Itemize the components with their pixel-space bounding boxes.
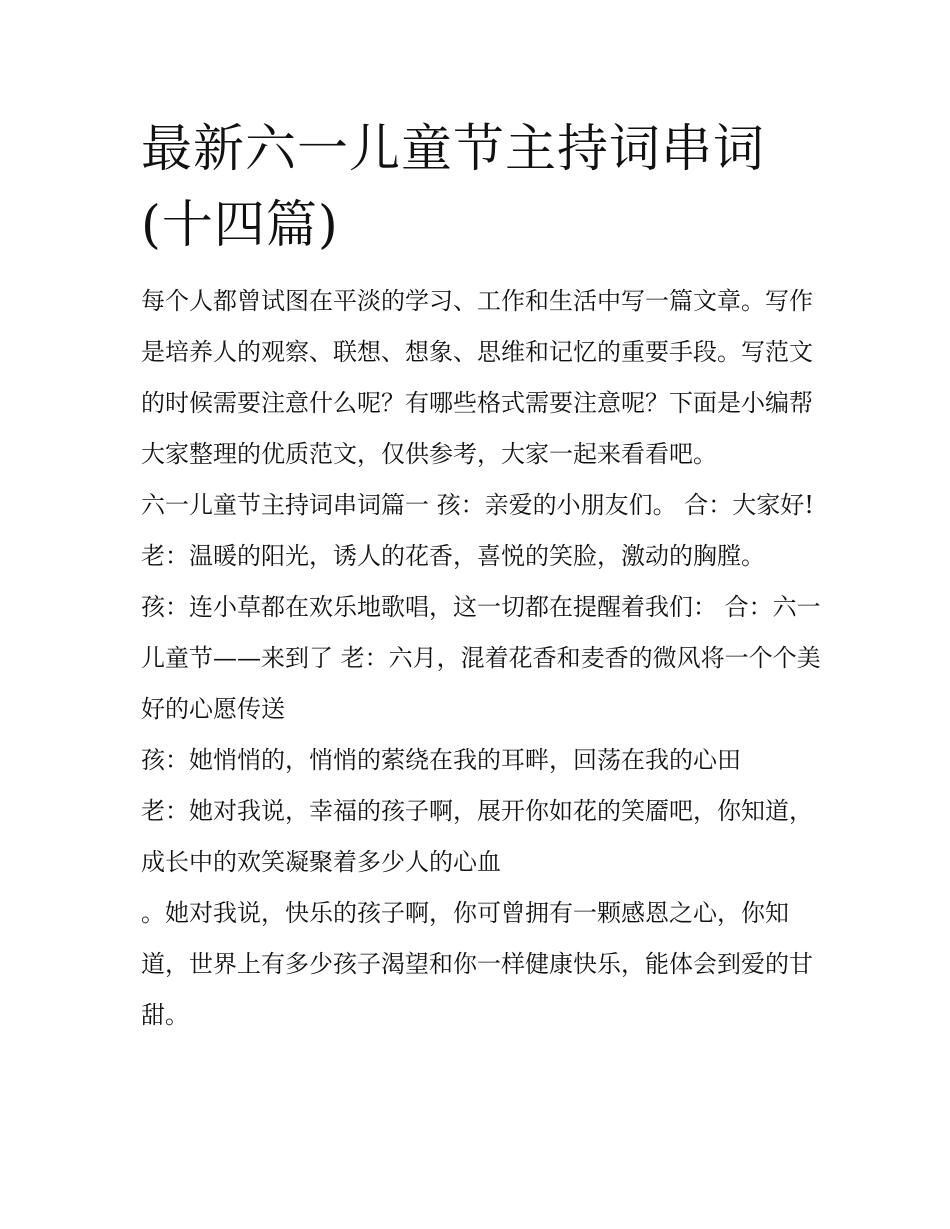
paragraph-gratitude: 。她对我说，快乐的孩子啊，你可曾拥有一颗感恩之心，你知道，世界上有多少孩子渴望和你一样健康快乐，能体会到爱的甘甜。 xyxy=(141,899,813,1029)
document-title: 最新六一儿童节主持词串词(十四篇) xyxy=(141,120,766,255)
document-body xyxy=(141,276,821,1041)
paragraph-opening-greeting: 六一儿童节主持词串词篇一 孩：亲爱的小朋友们。 合：大家好! 老：温暖的阳光，诱人的花香，喜悦的笑脸，激动的胸膛。 xyxy=(141,491,814,570)
paragraph-child-line: 孩：她悄悄的，悄悄的萦绕在我的耳畔，回荡在我的心田 xyxy=(141,746,741,774)
paragraph-intro: 每个人都曾试图在平淡的学习、工作和生活中写一篇文章。写作是培养人的观察、联想、想象、思维和记忆的重要手段。写范文的时候需要注意什么呢？有哪些格式需要注意呢？下面是小编帮大家整理的优质范文，仅供参考，大家一起来看看吧。 xyxy=(141,287,813,468)
paragraph-teacher-line: 老：她对我说，幸福的孩子啊，展开你如花的笑靥吧，你知道，成长中的欢笑凝聚着多少人的心血 xyxy=(141,797,813,876)
paragraph-june-arrives: 孩：连小草都在欢乐地歌唱，这一切都在提醒着我们： 合：六一儿童节——来到了 老：六月，混着花香和麦香的微风将一个个美好的心愿传送 xyxy=(141,593,821,723)
